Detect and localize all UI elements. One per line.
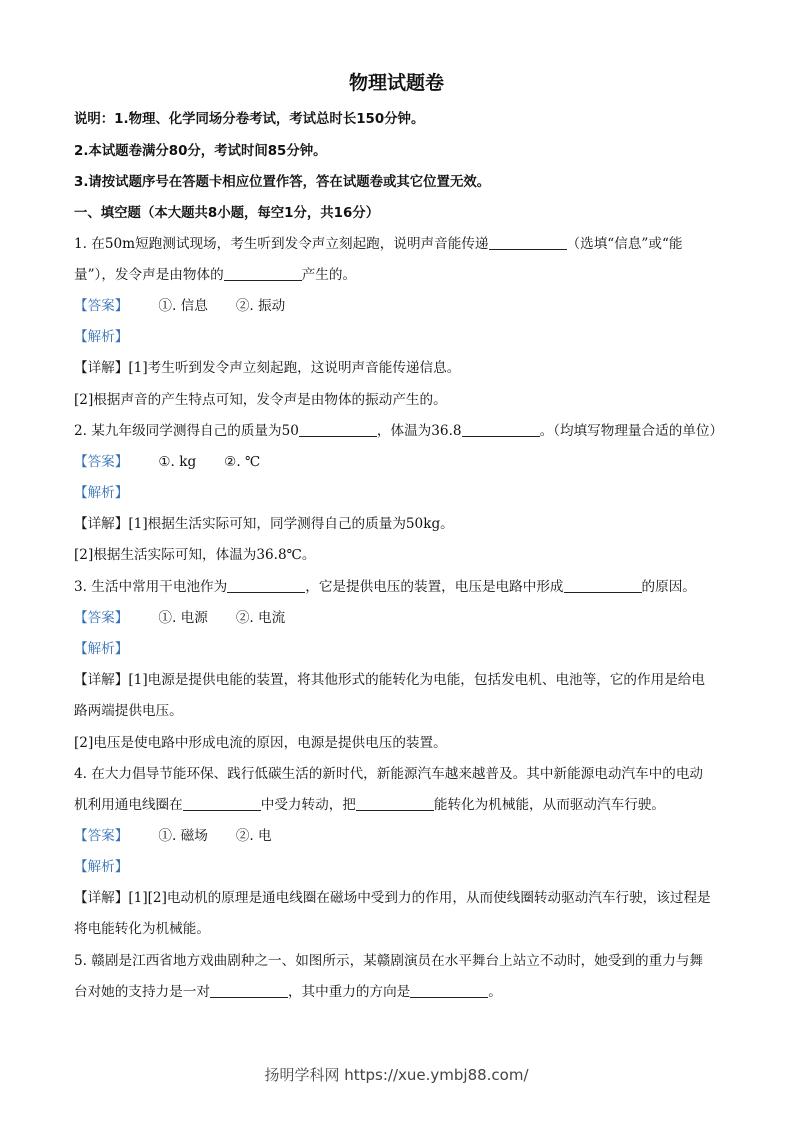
analysis-tag: 【解析】 [74, 859, 129, 875]
answer-option-2: ②. 电流 [235, 610, 286, 626]
answer-blank [210, 983, 288, 998]
answer-option-2: ②. 电 [235, 828, 272, 844]
answer-tag: 【答案】 [74, 828, 129, 844]
answer-option-1: ①. kg [158, 454, 197, 470]
answer-blank [410, 983, 488, 998]
answer-tag: 【答案】 [74, 610, 129, 626]
page-title: 物理试题卷 [348, 72, 444, 94]
detail-3-1: 【详解】[1]电源是提供电能的装置，将其他形式的能转化为电能，包括发电机、电池等，它的作用是给电 [74, 672, 705, 688]
analysis-tag: 【解析】 [74, 329, 129, 345]
detail-1-2: [2]根据声音的产生特点可知，发令声是由物体的振动产生的。 [74, 392, 447, 408]
question-4: 4. 在大力倡导节能环保、践行低碳生活的新时代，新能源汽车越来越普及。其中新能源电动汽车中的电动 [74, 766, 704, 782]
answer-tag: 【答案】 [74, 454, 129, 470]
answer-blank [462, 422, 540, 437]
answer-line-3 [74, 608, 733, 628]
detail-3-2: 路两端提供电压。 [74, 703, 183, 719]
answer-blank [224, 266, 302, 281]
analysis-tag: 【解析】 [74, 485, 129, 501]
answer-tag: 【答案】 [74, 298, 129, 314]
answer-blank [564, 578, 642, 593]
answer-line-1 [74, 296, 733, 316]
analysis-tag: 【解析】 [74, 641, 129, 657]
answer-blank [299, 422, 377, 437]
answer-option-1: ①. 电源 [158, 610, 208, 626]
instruction-1: 说明：1.物理、化学同场分卷考试，考试总时长150分钟。 [74, 112, 425, 127]
detail-2-1: 【详解】[1]根据生活实际可知，同学测得自己的质量为50kg。 [74, 516, 454, 532]
question-1-cont: 量”），发令声是由物体的 产生的。 [74, 267, 357, 283]
question-1: 1. 在50m短跑测试现场，考生听到发令声立刻起跑，说明声音能传递 （选填“信息”或“能 [74, 236, 683, 252]
instruction-3: 3.请按试题序号在答题卡相应位置作答，答在试题卷或其它位置无效。 [74, 175, 491, 190]
question-5-cont: 台对她的支持力是一对 ，其中重力的方向是 。 [74, 984, 502, 1000]
question-3: 3. 生活中常用干电池作为 ，它是提供电压的装置，电压是电路中形成 的原因。 [74, 579, 696, 595]
detail-1-1: 【详解】[1]考生听到发令声立刻起跑，这说明声音能传递信息。 [74, 360, 461, 376]
answer-blank [227, 578, 305, 593]
instruction-2: 2.本试题卷满分80分，考试时间85分钟。 [74, 144, 327, 159]
question-5: 5. 赣剧是江西省地方戏曲剧种之一、如图所示，某赣剧演员在水平舞台上站立不动时，她受到的重力与舞 [74, 953, 704, 969]
answer-option-2: ②. 振动 [235, 298, 286, 314]
detail-2-2: [2]根据生活实际可知，体温为36.8℃。 [74, 547, 316, 563]
answer-option-2: ②. ℃ [224, 454, 261, 470]
detail-3-3: [2]电压是使电路中形成电流的原因，电源是提供电压的装置。 [74, 735, 447, 751]
detail-4-2: 将电能转化为机械能。 [74, 921, 210, 937]
footer-watermark: 扬明学科网 https://xue.ymbj88.com/ [264, 1066, 529, 1084]
answer-option-1: ①. 磁场 [158, 828, 208, 844]
answer-option-1: ①. 信息 [158, 298, 208, 314]
detail-4-1: 【详解】[1][2]电动机的原理是通电线圈在磁场中受到力的作用，从而使线圈转动驱动汽车行驶，该过程是 [74, 890, 711, 906]
answer-blank [183, 796, 261, 811]
section-heading: 一、填空题（本大题共8小题，每空1分，共16分） [74, 206, 380, 221]
answer-blank [356, 796, 434, 811]
answer-line-2 [74, 452, 733, 472]
answer-line-4 [74, 826, 733, 846]
question-2: 2. 某九年级同学测得自己的质量为50 ，体温为36.8 。（均填写物理量合适的单位） [74, 423, 724, 439]
answer-blank [489, 235, 567, 250]
question-4-cont: 机利用通电线圈在 中受力转动，把 能转化为机械能，从而驱动汽车行驶。 [74, 797, 665, 813]
